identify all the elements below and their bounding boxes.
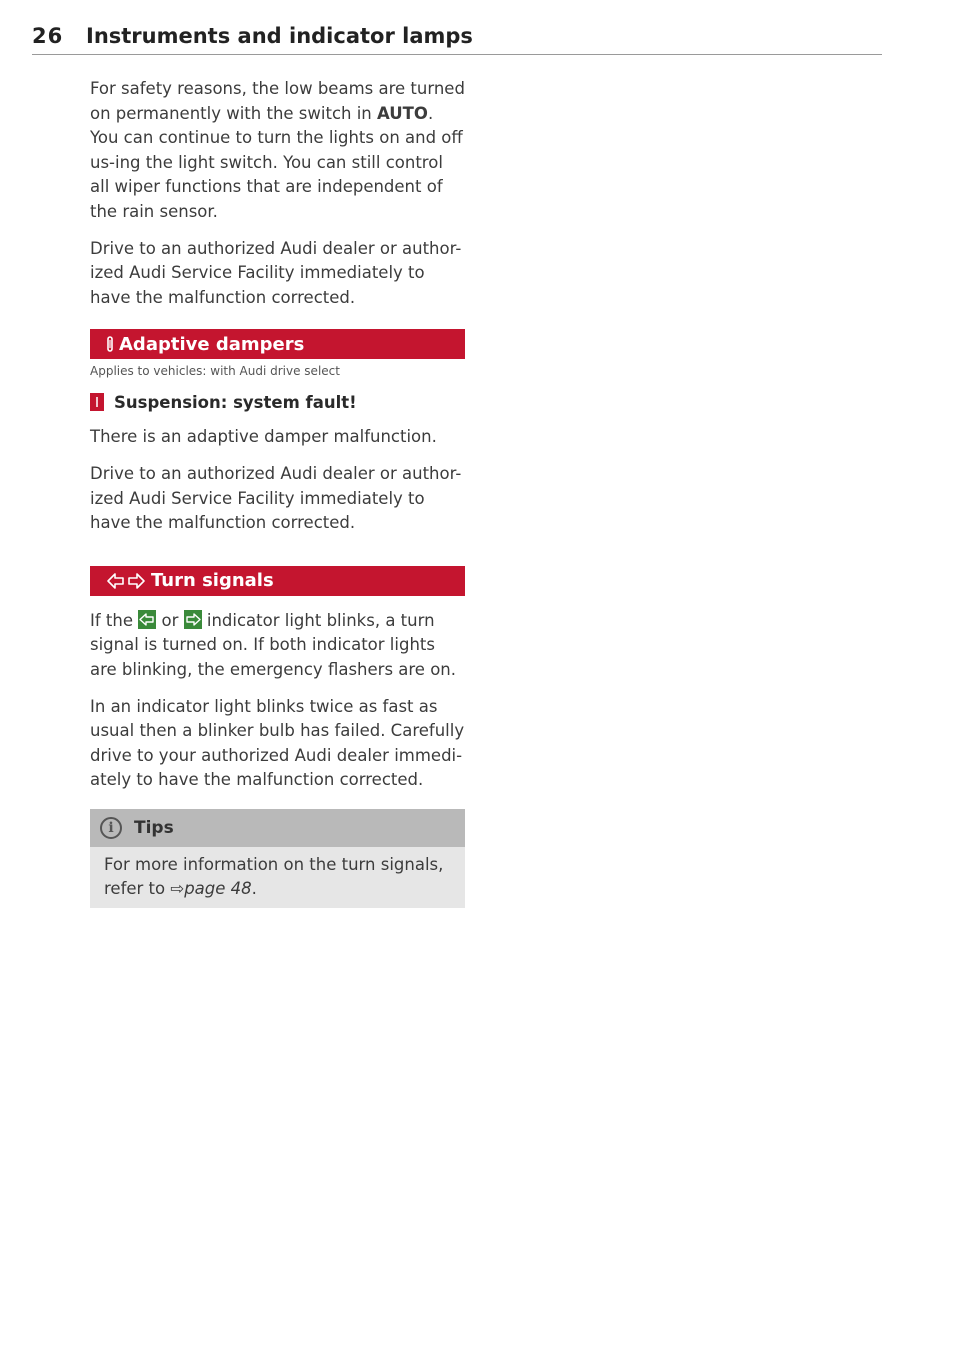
intro-paragraph-1: For safety reasons, the low beams are turned on permanently with the switch in AUTO. You can continue to turn the lights on and off us-ing the light switch. You can still control all wiper functions that are independent of the rain sensor. <box>90 79 465 221</box>
page-header <box>32 24 882 54</box>
applies-to-note: Applies to vehicles: with Audi drive select <box>90 364 340 379</box>
intro-paragraph-2: Drive to an authorized Audi dealer or author-ized Audi Service Facility immediately to have the malfunction corrected. <box>90 238 462 307</box>
tips-title: Tips <box>134 817 174 838</box>
damper-paragraph-1: There is an adaptive damper malfunction. <box>90 427 437 447</box>
right-turn-indicator-icon <box>184 610 202 629</box>
tips-header <box>90 809 465 847</box>
suspension-fault-title: Suspension: system fault! <box>90 390 465 414</box>
page-number: 26 <box>32 24 64 48</box>
page-reference-link[interactable]: page 48 <box>184 879 252 899</box>
auto-switch-label: AUTO <box>377 103 428 123</box>
tips-body <box>90 847 465 908</box>
info-icon: i <box>100 817 122 839</box>
tips-text: For more information on the turn signals, refer to ⇨page 48. <box>104 854 444 899</box>
adaptive-dampers-heading: Adaptive dampers <box>90 329 465 359</box>
damper-paragraph-2: Drive to an authorized Audi dealer or author-ized Audi Service Facility immediately to have the malfunction corrected. <box>90 463 462 533</box>
header-divider <box>32 54 882 55</box>
turn-signals-paragraph-1: If the or indicator light blinks, a turn signal is turned on. If both indicator lights are blinking, the emergency flashers are on. <box>90 610 457 679</box>
arrow-icon: ⇨ <box>170 879 185 899</box>
content-column <box>90 77 465 908</box>
damper-icon <box>106 336 114 352</box>
left-turn-indicator-icon <box>138 610 156 629</box>
suspension-warning-icon <box>90 393 104 411</box>
section-title: Instruments and indicator lamps <box>86 24 473 48</box>
turn-signal-arrows-icon <box>106 572 146 590</box>
tips-box <box>90 809 465 908</box>
turn-signals-paragraph-2: In an indicator light blinks twice as fast as usual then a blinker bulb has failed. Carefully drive to your authorized Audi dealer immedi-ately to have the malfunction corrected. <box>90 696 465 790</box>
turn-signals-heading: Turn signals <box>90 566 465 596</box>
